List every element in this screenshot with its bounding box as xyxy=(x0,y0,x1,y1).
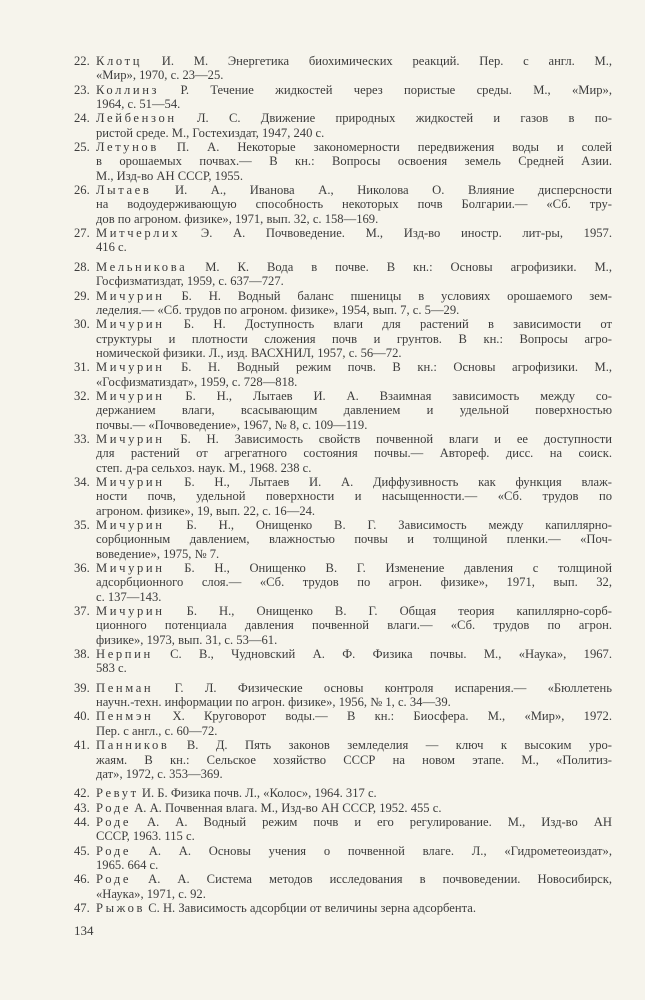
reference-line xyxy=(96,154,612,168)
reference-author: Летунов xyxy=(96,140,159,155)
reference-line xyxy=(96,590,612,604)
reference-line xyxy=(96,418,612,432)
reference-author: Роде xyxy=(96,872,132,887)
reference-line xyxy=(96,68,612,82)
reference-number: 37. xyxy=(74,604,90,619)
reference-line xyxy=(96,183,612,197)
reference-text: «Госфизматиздат», 1959, с. 728—818. xyxy=(96,374,298,389)
reference-author: Ревут xyxy=(96,786,139,801)
reference-text: воведение», 1975, № 7. xyxy=(96,546,220,561)
reference-text: «Мир», 1970, с. 23—25. xyxy=(96,68,224,83)
reference-number: 22. xyxy=(74,54,90,68)
reference-entry xyxy=(74,801,612,815)
reference-entry xyxy=(74,289,612,318)
reference-line xyxy=(96,126,612,140)
reference-line xyxy=(96,489,612,503)
reference-line xyxy=(96,54,612,68)
reference-number: 30. xyxy=(74,317,90,332)
reference-text: агроном. физике», 19, вып. 22, с. 16—24. xyxy=(96,503,316,518)
reference-author: Пенмэн xyxy=(96,709,154,724)
reference-text: 583 с. xyxy=(96,661,127,676)
reference-entry xyxy=(74,738,612,781)
reference-line xyxy=(96,432,612,446)
reference-author: Мичурин xyxy=(96,604,165,619)
reference-author: Мичурин xyxy=(96,518,165,532)
reference-line xyxy=(96,289,612,303)
reference-line xyxy=(96,303,612,317)
reference-text: Б. Н. Водный баланс пшеницы в условиях орошаемого зем- xyxy=(181,288,612,303)
reference-author: Рыжов xyxy=(96,900,146,915)
reference-number: 25. xyxy=(74,140,90,155)
reference-line xyxy=(96,858,612,872)
reference-text: в орошаемых почвах.— В кн.: Вопросы освоения земель Средней Азии. xyxy=(96,154,612,169)
reference-line xyxy=(96,346,612,360)
reference-text: на водоудерживающую способность некоторых почв Болгарии.— «Сб. тру- xyxy=(96,197,612,212)
reference-list xyxy=(74,54,612,915)
reference-author: Мичурин xyxy=(96,317,165,332)
reference-author: Мичурин xyxy=(96,561,165,576)
reference-text: М., Изд-во АН СССР, 1955. xyxy=(96,168,243,183)
reference-text: А. А. Водный режим почв и его регулирование. М., Изд-во АН xyxy=(147,814,612,829)
reference-text: А. А. Основы учения о почвенной влаге. Л., «Гидрометеоиздат», xyxy=(148,843,613,858)
reference-line xyxy=(96,633,612,647)
reference-line xyxy=(96,618,612,632)
reference-entry xyxy=(74,432,612,475)
reference-number: 23. xyxy=(74,82,90,97)
reference-entry xyxy=(74,709,612,738)
reference-author: Роде xyxy=(96,814,132,829)
reference-number: 26. xyxy=(74,183,90,198)
reference-entry xyxy=(74,140,612,183)
reference-text: Б. Н. Зависимость свойств почвенной влаги и ее доступности xyxy=(180,431,612,446)
reference-entry xyxy=(74,681,612,710)
reference-text: 416 с. xyxy=(96,240,127,255)
reference-text: СССР, 1963. 115 с. xyxy=(96,829,195,844)
reference-entry xyxy=(74,183,612,226)
reference-text: номической физики. Л., изд. ВАСХНИЛ, 1957, с. 56—72. xyxy=(96,345,402,360)
reference-text: 1965. 664 с. xyxy=(96,857,159,872)
page-number: 134 xyxy=(74,923,94,938)
reference-number: 44. xyxy=(74,814,90,829)
reference-line xyxy=(96,815,612,829)
reference-text: И. Б. Физика почв. Л., «Колос», 1964. 317 с. xyxy=(141,786,377,801)
reference-text: держанием влаги, всасывающим давлением и удельной поверхностью xyxy=(96,403,612,418)
reference-line xyxy=(96,724,612,738)
reference-line xyxy=(96,681,612,695)
reference-number: 32. xyxy=(74,388,90,403)
reference-author: Лытаев xyxy=(96,183,152,198)
reference-text: Х. Круговорот воды.— В кн.: Биосфера. М., «Мир», 1972. xyxy=(172,709,612,724)
reference-line xyxy=(96,767,612,781)
reference-author: Мичурин xyxy=(96,288,165,303)
reference-number: 34. xyxy=(74,474,90,489)
reference-entry xyxy=(74,83,612,112)
reference-text: Б. Н., Онищенко В. Г. Изменение давления с толщиной xyxy=(184,561,612,576)
reference-number: 35. xyxy=(74,518,90,532)
reference-entry xyxy=(74,226,612,255)
reference-text: Б. Н. Доступность влаги для растений в зависимости от xyxy=(183,317,612,332)
reference-entry xyxy=(74,872,612,901)
reference-entry xyxy=(74,786,612,800)
reference-text: В. Д. Пять законов земледелия — ключ к высоким уро- xyxy=(186,738,612,753)
reference-text: дат», 1972, с. 353—369. xyxy=(96,766,223,781)
reference-author: Мичурин xyxy=(96,388,165,403)
reference-author: Панников xyxy=(96,738,170,753)
reference-text: леделия.— «Сб. трудов по агроном. физике», 1954, вып. 7, с. 5—29. xyxy=(96,302,460,317)
reference-text: И. М. Энергетика биохимических реакций. Пер. с англ. М., xyxy=(161,54,612,68)
reference-number: 31. xyxy=(74,360,90,375)
reference-line xyxy=(96,872,612,886)
reference-line xyxy=(96,317,612,331)
reference-line xyxy=(96,226,612,240)
reference-text: научн.-техн. информации по агрон. физике», 1956, № 1, с. 34—39. xyxy=(96,695,451,710)
reference-text: «Наука», 1971, с. 92. xyxy=(96,886,206,901)
reference-entry xyxy=(74,475,612,518)
reference-author: Мичурин xyxy=(96,360,165,375)
reference-text: ристой среде. М., Гостехиздат, 1947, 240 с. xyxy=(96,125,325,140)
reference-line xyxy=(96,260,612,274)
reference-author: Лейбензон xyxy=(96,111,177,126)
reference-author: Клотц xyxy=(96,54,143,68)
reference-text: Госфизматиздат, 1959, с. 637—727. xyxy=(96,274,284,289)
reference-line xyxy=(96,403,612,417)
reference-line xyxy=(96,197,612,211)
reference-line xyxy=(96,461,612,475)
reference-text: для растений от агрегатного состояния почвы.— Автореф. дисс. на соиск. xyxy=(96,446,612,461)
reference-line xyxy=(96,647,612,661)
reference-author: Нерпин xyxy=(96,647,153,662)
reference-entry xyxy=(74,54,612,83)
reference-line xyxy=(96,360,612,374)
reference-text: почвы.— «Почвоведение», 1967, № 8, с. 109—119. xyxy=(96,417,368,432)
reference-line xyxy=(96,561,612,575)
reference-author: Роде xyxy=(96,843,132,858)
reference-line xyxy=(96,111,612,125)
reference-line xyxy=(96,887,612,901)
reference-line xyxy=(96,753,612,767)
reference-entry xyxy=(74,518,612,561)
reference-entry xyxy=(74,111,612,140)
reference-text: С. Н. Зависимость адсорбции от величины зерна адсорбента. xyxy=(148,900,476,915)
reference-line xyxy=(96,332,612,346)
reference-number: 40. xyxy=(74,709,90,724)
reference-number: 39. xyxy=(74,680,90,695)
reference-number: 29. xyxy=(74,288,90,303)
reference-line xyxy=(96,695,612,709)
reference-line xyxy=(96,97,612,111)
reference-number: 27. xyxy=(74,226,90,241)
reference-line xyxy=(96,518,612,532)
reference-text: П. А. Некоторые закономерности передвижения воды и солей xyxy=(176,140,612,155)
reference-line xyxy=(96,475,612,489)
reference-line xyxy=(96,212,612,226)
reference-line xyxy=(96,169,612,183)
reference-text: Б. Н., Лытаев И. А. Взаимная зависимость между со- xyxy=(185,388,612,403)
reference-line xyxy=(96,604,612,618)
reference-line xyxy=(96,389,612,403)
reference-line xyxy=(96,661,612,675)
reference-text: ционного потенциала давления почвенной влаги.— «Сб. трудов по агрон. xyxy=(96,618,612,633)
reference-line xyxy=(96,547,612,561)
reference-text: М. К. Вода в почве. В кн.: Основы агрофизики. М., xyxy=(205,259,612,274)
reference-text: А. А. Почвенная влага. М., Изд-во АН СССР, 1952. 455 с. xyxy=(134,800,442,815)
reference-author: Роде xyxy=(96,800,132,815)
reference-line xyxy=(96,240,612,254)
reference-text: Г. Л. Физические основы контроля испарения.— «Бюллетень xyxy=(174,680,612,695)
reference-text: С. В., Чудновский А. Ф. Физика почвы. М., «Наука», 1967. xyxy=(170,647,612,662)
reference-entry xyxy=(74,561,612,604)
reference-entry xyxy=(74,360,612,389)
reference-number: 33. xyxy=(74,431,90,446)
reference-text: с. 137—143. xyxy=(96,589,162,604)
reference-number: 41. xyxy=(74,738,90,753)
reference-line xyxy=(96,504,612,518)
reference-entry xyxy=(74,389,612,432)
reference-line xyxy=(96,274,612,288)
reference-line xyxy=(96,786,612,800)
reference-text: структуры и плотности сложения почв и грунтов. В кн.: Вопросы агро- xyxy=(96,331,612,346)
reference-entry xyxy=(74,317,612,360)
reference-number: 36. xyxy=(74,561,90,576)
reference-line xyxy=(96,446,612,460)
reference-text: Л. С. Движение природных жидкостей и газов в по- xyxy=(196,111,612,126)
reference-number: 46. xyxy=(74,872,90,887)
reference-text: ности почв, удельной поверхности и насыщенности.— «Сб. трудов по xyxy=(96,489,612,504)
reference-text: дов по агроном. физике», 1971, вып. 32, с. 158—169. xyxy=(96,211,379,226)
reference-number: 47. xyxy=(74,900,90,915)
reference-text: Пер. с англ., с. 60—72. xyxy=(96,723,218,738)
reference-text: степ. д-ра сельхоз. наук. М., 1968. 238 с. xyxy=(96,460,312,475)
reference-text: Б. Н., Онищенко В. Г. Общая теория капиллярно-сорб- xyxy=(186,604,612,619)
reference-number: 45. xyxy=(74,843,90,858)
reference-number: 43. xyxy=(74,800,90,815)
reference-entry xyxy=(74,260,612,289)
reference-text: Р. Течение жидкостей через пористые среды. М., «Мир», xyxy=(180,82,612,97)
reference-line xyxy=(96,709,612,723)
reference-line xyxy=(96,901,612,915)
reference-entry xyxy=(74,815,612,844)
reference-line xyxy=(96,829,612,843)
reference-text: Б. Н., Лытаев И. А. Диффузивность как функция влаж- xyxy=(184,474,612,489)
reference-text: сорбционным давлением, влажностью почвы и толщиной пленки.— «Поч- xyxy=(96,532,612,547)
reference-number: 42. xyxy=(74,786,90,801)
reference-author: Митчерлих xyxy=(96,226,181,241)
reference-text: Э. А. Почвоведение. М., Изд-во иностр. лит-ры, 1957. xyxy=(200,226,613,241)
reference-author: Мельникова xyxy=(96,259,188,274)
reference-text: Б. Н., Онищенко В. Г. Зависимость между капиллярно- xyxy=(186,518,612,532)
reference-line xyxy=(96,801,612,815)
reference-line xyxy=(96,140,612,154)
reference-author: Пенман xyxy=(96,680,154,695)
reference-text: А. А. Система методов исследования в почвоведении. Новосибирск, xyxy=(148,872,613,887)
reference-entry xyxy=(74,647,612,676)
reference-line xyxy=(96,532,612,546)
reference-line xyxy=(96,844,612,858)
reference-text: Б. Н. Водный режим почв. В кн.: Основы агрофизики. М., xyxy=(181,360,613,375)
reference-number: 24. xyxy=(74,111,90,126)
reference-author: Коллинз xyxy=(96,82,160,97)
reference-entry xyxy=(74,901,612,915)
reference-text: 1964, с. 51—54. xyxy=(96,97,181,112)
reference-entry xyxy=(74,604,612,647)
reference-entry xyxy=(74,844,612,873)
reference-text: жаям. В кн.: Сельское хозяйство СССР на новом этапе. М., «Политиз- xyxy=(96,752,612,767)
reference-text: физике», 1973, вып. 31, с. 53—61. xyxy=(96,632,278,647)
reference-line xyxy=(96,575,612,589)
reference-author: Мичурин xyxy=(96,474,165,489)
reference-number: 38. xyxy=(74,647,90,662)
reference-line xyxy=(96,83,612,97)
reference-line xyxy=(96,738,612,752)
reference-number: 28. xyxy=(74,259,90,274)
reference-author: Мичурин xyxy=(96,431,165,446)
reference-text: адсорбционного слоя.— «Сб. трудов по агрон. физике», 1971, вып. 32, xyxy=(96,575,612,590)
reference-text: И. А., Иванова А., Николова О. Влияние дисперсности xyxy=(174,183,613,198)
reference-line xyxy=(96,375,612,389)
